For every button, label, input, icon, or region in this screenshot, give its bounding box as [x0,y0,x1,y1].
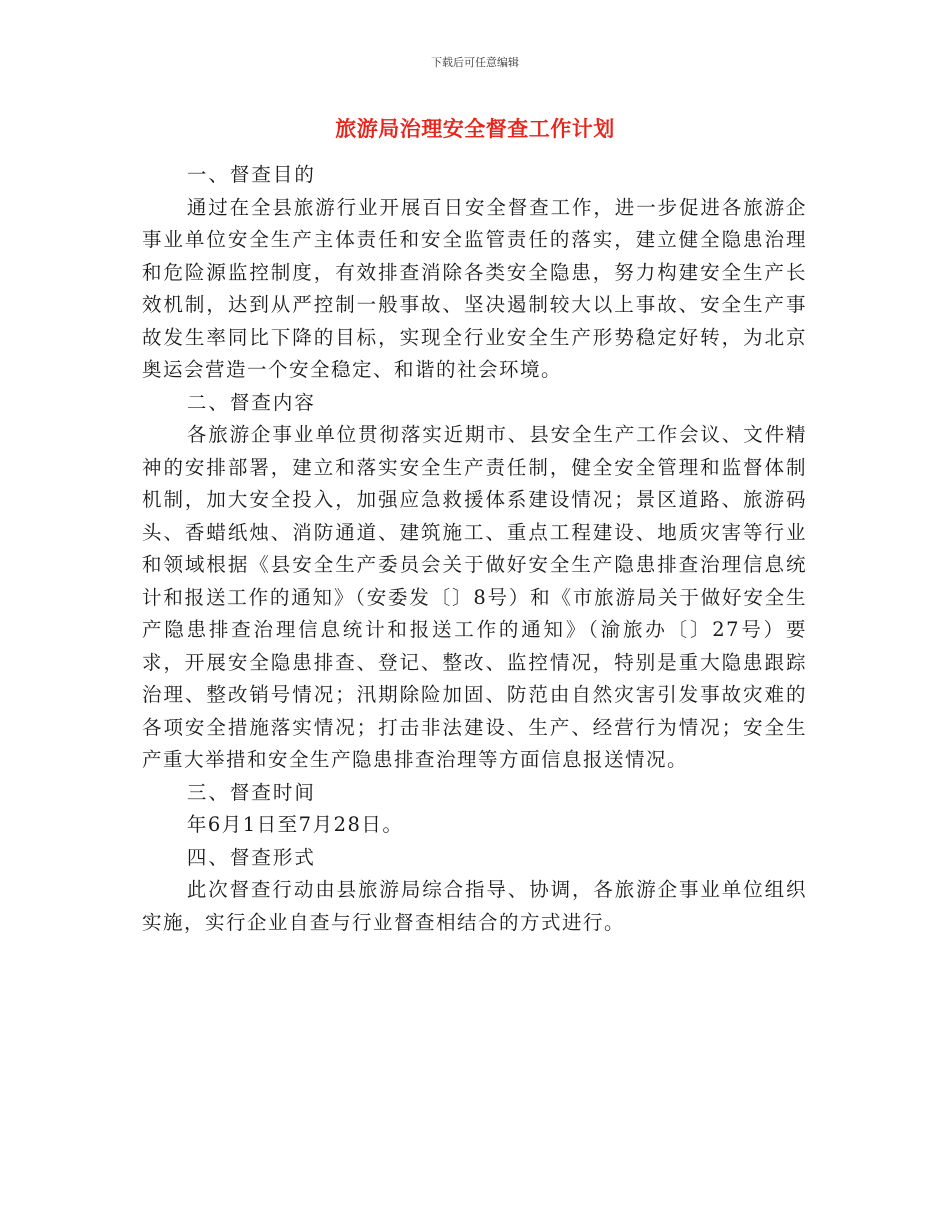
document-body [142,159,807,939]
header-note: 下载后可任意编辑 [431,56,519,69]
section-heading-form: 四、督查形式 [186,845,316,869]
section-body-purpose: 通过在全县旅游行业开展百日安全督查工作，进一步促进各旅游企事业单位安全生产主体责任和安全监管责任的落实，建立健全隐患治理和危险源监控制度，有效排查消除各类安全隐患，努力构建安全生产长效机制，达到从严控制一般事故、坚决遏制较大以上事故、安全生产事故发生率同比下降的目标，实现全行业安全生产形势稳定好转，为北京奥运会营造一个安全稳定、和谐的社会环境。 [142,195,807,381]
section-heading-content: 二、督查内容 [186,390,316,414]
document-title: 旅游局治理安全督查工作计划 [335,116,615,141]
section-heading-purpose: 一、督查目的 [186,163,316,186]
section-body-content: 各旅游企事业单位贯彻落实近期市、县安全生产工作会议、文件精神的安排部署，建立和落实安全生产责任制，健全安全管理和监督体制机制，加大安全投入，加强应急救援体系建设情况；景区道路、旅游码头、香蜡纸烛、消防通道、建筑施工、重点工程建设、地质灾害等行业和领域根据《县安全生产委员会关于做好安全生产隐患排查治理信息统计和报送工作的通知》（安委发〔〕8号）和《市旅游局关于做好安全生产隐患排查治理信息统计和报送工作的通知》（渝旅办〔〕27号）要求，开展安全隐患排查、登记、整改、监控情况，特别是重大隐患跟踪治理、整改销号情况；汛期除险加固、防范由自然灾害引发事故灾难的各项安全措施落实情况；打击非法建设、生产、经营行为情况；安全生产重大举措和安全生产隐患排查治理等方面信息报送情况。 [142,423,807,771]
section-body-form: 此次督查行动由县旅游局综合指导、协调，各旅游企事业单位组织实施，实行企业自查与行业督查相结合的方式进行。 [142,878,807,934]
section-heading-time: 三、督查时间 [186,780,316,804]
section-body-time: 年6月1日至7月28日。 [186,813,404,836]
